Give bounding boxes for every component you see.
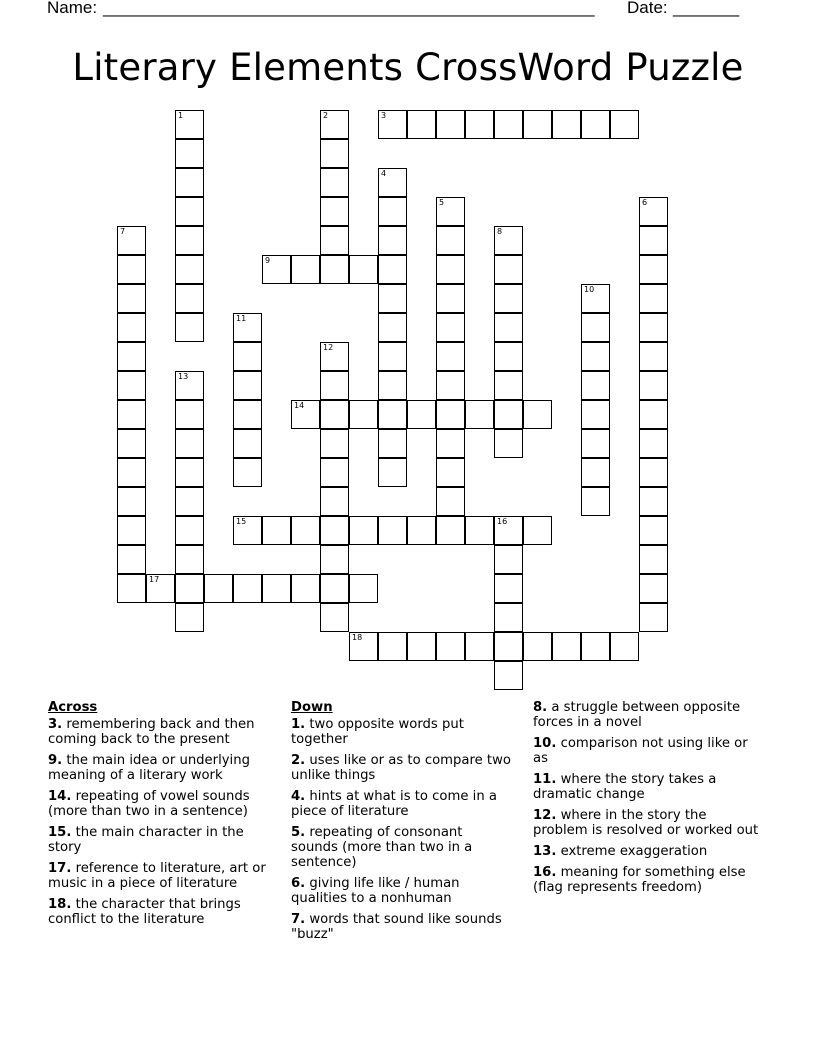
grid-cell[interactable] xyxy=(320,168,349,197)
clue-number: 17 xyxy=(149,575,160,584)
grid-cell[interactable] xyxy=(581,487,610,516)
grid-cell[interactable] xyxy=(523,110,552,139)
grid-cell[interactable] xyxy=(320,574,349,603)
grid-cell[interactable] xyxy=(465,516,494,545)
clue-down-4 xyxy=(291,789,513,819)
grid-cell[interactable] xyxy=(320,400,349,429)
clue-number: 16 xyxy=(497,517,508,526)
grid-cell[interactable] xyxy=(117,429,146,458)
grid-cell[interactable] xyxy=(320,371,349,400)
grid-cell[interactable] xyxy=(639,342,668,371)
grid-cell[interactable] xyxy=(494,400,523,429)
grid-cell[interactable] xyxy=(378,313,407,342)
grid-cell[interactable] xyxy=(175,487,204,516)
grid-cell[interactable] xyxy=(436,313,465,342)
date-line: _______ xyxy=(673,0,740,17)
grid-cell[interactable] xyxy=(175,516,204,545)
clue-number: 11 xyxy=(236,314,247,323)
clue-number: 8 xyxy=(497,227,503,236)
grid-cell[interactable] xyxy=(262,516,291,545)
clue-down-6 xyxy=(291,876,513,906)
grid-cell[interactable] xyxy=(175,168,204,197)
grid-cell[interactable] xyxy=(465,110,494,139)
clue-num: 13. xyxy=(533,844,557,859)
clue-num: 16. xyxy=(533,865,557,880)
grid-cell[interactable] xyxy=(320,429,349,458)
grid-cell[interactable] xyxy=(117,342,146,371)
grid-cell[interactable] xyxy=(523,516,552,545)
grid-cell[interactable] xyxy=(378,226,407,255)
grid-cell[interactable] xyxy=(175,255,204,284)
clue-number: 5 xyxy=(439,198,445,207)
grid-cell[interactable] xyxy=(436,284,465,313)
grid-cell[interactable] xyxy=(436,487,465,516)
grid-cell[interactable] xyxy=(581,371,610,400)
grid-cell[interactable] xyxy=(581,400,610,429)
grid-cell[interactable] xyxy=(175,226,204,255)
clue-number: 12 xyxy=(323,343,334,352)
grid-cell[interactable] xyxy=(639,284,668,313)
clue-down-12 xyxy=(533,808,763,838)
clue-number: 7 xyxy=(120,227,126,236)
clue-num: 10. xyxy=(533,736,557,751)
grid-cell[interactable] xyxy=(494,632,523,661)
grid-cell[interactable] xyxy=(639,516,668,545)
grid-cell[interactable] xyxy=(175,139,204,168)
clue-num: 2. xyxy=(291,753,306,768)
clue-text: extreme exaggeration xyxy=(556,844,708,859)
clue-down-10 xyxy=(533,736,763,766)
grid-cell[interactable] xyxy=(320,458,349,487)
grid-cell[interactable] xyxy=(233,516,262,545)
grid-cell[interactable] xyxy=(233,342,262,371)
grid-cell[interactable] xyxy=(233,371,262,400)
grid-cell[interactable] xyxy=(262,574,291,603)
grid-cell[interactable] xyxy=(639,400,668,429)
grid-cell[interactable] xyxy=(146,574,175,603)
grid-cell[interactable] xyxy=(262,255,291,284)
grid-cell[interactable] xyxy=(233,400,262,429)
grid-cell[interactable] xyxy=(233,574,262,603)
grid-cell[interactable] xyxy=(436,226,465,255)
grid-cell[interactable] xyxy=(581,284,610,313)
grid-cell[interactable] xyxy=(117,458,146,487)
grid-cell[interactable] xyxy=(233,429,262,458)
clue-down-16 xyxy=(533,865,763,895)
grid-cell[interactable] xyxy=(639,487,668,516)
clue-num: 7. xyxy=(291,912,306,927)
grid-cell[interactable] xyxy=(378,197,407,226)
grid-cell[interactable] xyxy=(639,458,668,487)
grid-cell[interactable] xyxy=(639,545,668,574)
grid-cell[interactable] xyxy=(117,400,146,429)
grid-cell[interactable] xyxy=(320,516,349,545)
clue-across-17 xyxy=(48,861,270,891)
grid-cell[interactable] xyxy=(639,255,668,284)
grid-cell[interactable] xyxy=(320,197,349,226)
grid-cell[interactable] xyxy=(378,371,407,400)
grid-cell[interactable] xyxy=(581,342,610,371)
clue-text: remembering back and then coming back to the present xyxy=(48,717,255,747)
grid-cell[interactable] xyxy=(610,632,639,661)
grid-cell[interactable] xyxy=(581,313,610,342)
clue-num: 9. xyxy=(48,753,63,768)
grid-cell[interactable] xyxy=(378,400,407,429)
clue-num: 11. xyxy=(533,772,557,787)
grid-cell[interactable] xyxy=(552,632,581,661)
grid-cell[interactable] xyxy=(494,429,523,458)
grid-cell[interactable] xyxy=(320,110,349,139)
grid-cell[interactable] xyxy=(378,255,407,284)
grid-cell[interactable] xyxy=(320,487,349,516)
grid-cell[interactable] xyxy=(494,255,523,284)
down-clues xyxy=(291,700,513,948)
clue-down-11 xyxy=(533,772,763,802)
grid-cell[interactable] xyxy=(581,110,610,139)
grid-cell[interactable] xyxy=(407,632,436,661)
grid-cell[interactable] xyxy=(494,371,523,400)
clue-text: a struggle between opposite forces in a novel xyxy=(533,700,741,730)
grid-cell[interactable] xyxy=(175,458,204,487)
grid-cell[interactable] xyxy=(436,371,465,400)
clue-number: 15 xyxy=(236,517,247,526)
clue-text: giving life like / human qualities to a nonhuman xyxy=(291,876,460,906)
grid-cell[interactable] xyxy=(494,226,523,255)
grid-cell[interactable] xyxy=(436,342,465,371)
grid-cell[interactable] xyxy=(494,603,523,632)
grid-cell[interactable] xyxy=(117,574,146,603)
grid-cell[interactable] xyxy=(175,603,204,632)
grid-cell[interactable] xyxy=(639,371,668,400)
clue-down-2 xyxy=(291,753,513,783)
grid-cell[interactable] xyxy=(117,371,146,400)
across-clues xyxy=(48,700,270,933)
grid-cell[interactable] xyxy=(639,226,668,255)
clue-number: 9 xyxy=(265,256,271,265)
grid-cell[interactable] xyxy=(320,342,349,371)
grid-cell[interactable] xyxy=(320,603,349,632)
clue-num: 18. xyxy=(48,897,72,912)
grid-cell[interactable] xyxy=(378,632,407,661)
grid-cell[interactable] xyxy=(175,197,204,226)
clue-text: comparison not using like or as xyxy=(533,736,748,766)
clue-text: the main idea or underlying meaning of a literary work xyxy=(48,753,250,783)
clue-num: 14. xyxy=(48,789,72,804)
grid-cell[interactable] xyxy=(320,139,349,168)
page-title: Literary Elements CrossWord Puzzle xyxy=(72,46,744,89)
grid-cell[interactable] xyxy=(320,226,349,255)
grid-cell[interactable] xyxy=(581,632,610,661)
grid-cell[interactable] xyxy=(639,574,668,603)
grid-cell[interactable] xyxy=(639,197,668,226)
grid-cell[interactable] xyxy=(378,458,407,487)
clue-number: 13 xyxy=(178,372,189,381)
grid-cell[interactable] xyxy=(639,603,668,632)
clue-across-15 xyxy=(48,825,270,855)
grid-cell[interactable] xyxy=(436,632,465,661)
grid-cell[interactable] xyxy=(320,545,349,574)
grid-cell[interactable] xyxy=(436,400,465,429)
date-label: Date: xyxy=(627,0,668,17)
grid-cell[interactable] xyxy=(378,429,407,458)
grid-cell[interactable] xyxy=(494,574,523,603)
grid-cell[interactable] xyxy=(117,487,146,516)
grid-cell[interactable] xyxy=(407,400,436,429)
grid-cell[interactable] xyxy=(436,458,465,487)
clue-down-8 xyxy=(533,700,763,730)
grid-cell[interactable] xyxy=(523,632,552,661)
clue-down-1 xyxy=(291,717,513,747)
clue-text: the main character in the story xyxy=(48,825,244,855)
clue-number: 3 xyxy=(381,111,387,120)
grid-cell[interactable] xyxy=(581,458,610,487)
grid-cell[interactable] xyxy=(117,284,146,313)
grid-cell[interactable] xyxy=(175,400,204,429)
clue-number: 1 xyxy=(178,111,184,120)
clue-number: 14 xyxy=(294,401,305,410)
grid-cell[interactable] xyxy=(494,313,523,342)
clue-text: where in the story the problem is resolved or worked out xyxy=(533,808,759,838)
clue-across-18 xyxy=(48,897,270,927)
down-clues-continued xyxy=(533,700,763,901)
grid-cell[interactable] xyxy=(117,313,146,342)
clue-down-7 xyxy=(291,912,513,942)
grid-cell[interactable] xyxy=(175,545,204,574)
grid-cell[interactable] xyxy=(407,516,436,545)
grid-cell[interactable] xyxy=(436,110,465,139)
grid-cell[interactable] xyxy=(494,342,523,371)
grid-cell[interactable] xyxy=(349,516,378,545)
grid-cell[interactable] xyxy=(233,458,262,487)
grid-cell[interactable] xyxy=(349,574,378,603)
clue-num: 4. xyxy=(291,789,306,804)
grid-cell[interactable] xyxy=(378,168,407,197)
clue-number: 6 xyxy=(642,198,648,207)
grid-cell[interactable] xyxy=(204,574,233,603)
grid-cell[interactable] xyxy=(175,371,204,400)
clue-num: 17. xyxy=(48,861,72,876)
grid-cell[interactable] xyxy=(349,632,378,661)
clue-num: 3. xyxy=(48,717,63,732)
grid-cell[interactable] xyxy=(291,255,320,284)
grid-cell[interactable] xyxy=(378,342,407,371)
grid-cell[interactable] xyxy=(407,110,436,139)
grid-cell[interactable] xyxy=(494,545,523,574)
clue-number: 4 xyxy=(381,169,387,178)
clue-text: hints at what is to come in a piece of literature xyxy=(291,789,497,819)
grid-cell[interactable] xyxy=(436,255,465,284)
clue-text: repeating of vowel sounds (more than two in a sentence) xyxy=(48,789,250,819)
clue-text: where the story takes a dramatic change xyxy=(533,772,717,802)
clue-down-13 xyxy=(533,844,763,859)
grid-cell[interactable] xyxy=(436,197,465,226)
clue-num: 1. xyxy=(291,717,306,732)
down-heading: Down xyxy=(291,700,333,715)
grid-cell[interactable] xyxy=(436,516,465,545)
grid-cell[interactable] xyxy=(117,516,146,545)
clue-num: 12. xyxy=(533,808,557,823)
grid-cell[interactable] xyxy=(291,574,320,603)
grid-cell[interactable] xyxy=(465,400,494,429)
clue-across-9 xyxy=(48,753,270,783)
clue-text: the character that brings conflict to the literature xyxy=(48,897,241,927)
grid-cell[interactable] xyxy=(175,110,204,139)
clue-number: 18 xyxy=(352,633,363,642)
clue-num: 6. xyxy=(291,876,306,891)
grid-cell[interactable] xyxy=(117,255,146,284)
clue-text: two opposite words put together xyxy=(291,717,464,747)
grid-cell[interactable] xyxy=(233,313,262,342)
clue-num: 15. xyxy=(48,825,72,840)
grid-cell[interactable] xyxy=(494,661,523,690)
grid-cell[interactable] xyxy=(320,255,349,284)
clue-text: reference to literature, art or music in a piece of literature xyxy=(48,861,266,891)
grid-cell[interactable] xyxy=(378,284,407,313)
grid-cell[interactable] xyxy=(349,255,378,284)
grid-cell[interactable] xyxy=(117,545,146,574)
grid-cell[interactable] xyxy=(494,110,523,139)
grid-cell[interactable] xyxy=(436,429,465,458)
name-line: ____________________________________________________ xyxy=(103,0,595,17)
grid-cell[interactable] xyxy=(117,226,146,255)
grid-cell[interactable] xyxy=(523,400,552,429)
clue-number: 10 xyxy=(584,285,595,294)
grid-cell[interactable] xyxy=(465,632,494,661)
clue-text: words that sound like sounds "buzz" xyxy=(291,912,502,942)
clue-number: 2 xyxy=(323,111,329,120)
grid-cell[interactable] xyxy=(581,429,610,458)
clue-down-5 xyxy=(291,825,513,870)
clue-num: 8. xyxy=(533,700,548,715)
grid-cell[interactable] xyxy=(175,574,204,603)
grid-cell[interactable] xyxy=(175,284,204,313)
grid-cell[interactable] xyxy=(291,516,320,545)
grid-cell[interactable] xyxy=(378,516,407,545)
grid-cell[interactable] xyxy=(175,429,204,458)
clue-across-14 xyxy=(48,789,270,819)
clue-text: uses like or as to compare two unlike things xyxy=(291,753,511,783)
grid-cell[interactable] xyxy=(349,400,378,429)
name-label: Name: xyxy=(47,0,98,17)
grid-cell[interactable] xyxy=(175,313,204,342)
clue-across-3 xyxy=(48,717,270,747)
clue-text: meaning for something else (flag represents freedom) xyxy=(533,865,746,895)
grid-cell[interactable] xyxy=(378,110,407,139)
grid-cell[interactable] xyxy=(552,110,581,139)
grid-cell[interactable] xyxy=(610,110,639,139)
across-heading: Across xyxy=(48,700,98,715)
grid-cell[interactable] xyxy=(494,516,523,545)
grid-cell[interactable] xyxy=(494,284,523,313)
grid-cell[interactable] xyxy=(639,313,668,342)
grid-cell[interactable] xyxy=(639,429,668,458)
clue-text: repeating of consonant sounds (more than two in a sentence) xyxy=(291,825,473,870)
grid-cell[interactable] xyxy=(291,400,320,429)
clue-num: 5. xyxy=(291,825,306,840)
